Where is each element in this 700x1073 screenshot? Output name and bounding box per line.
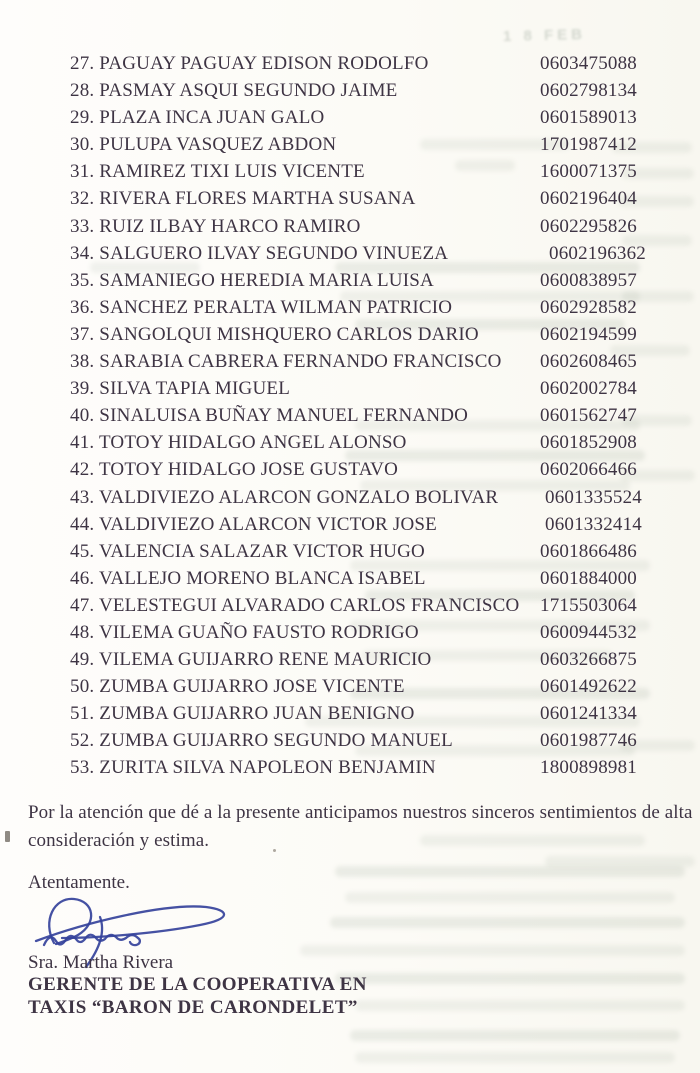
member-roster: [0, 50, 700, 782]
roster-row: [0, 646, 700, 673]
entry-number-and-name: 52. ZUMBA GUIJARRO SEGUNDO MANUEL: [70, 730, 453, 752]
entry-number-and-name: 36. SANCHEZ PERALTA WILMAN PATRICIO: [70, 296, 453, 318]
roster-row: [0, 131, 700, 158]
entry-number-and-name: 27. PAGUAY PAGUAY EDISON RODOLFO: [70, 53, 429, 74]
bleed-through-line: [355, 1052, 675, 1063]
entry-id-number: 0601987746: [540, 730, 637, 752]
scan-speck: [5, 831, 10, 842]
entry-id-number: 0601866486: [540, 540, 637, 562]
roster-row: [0, 565, 700, 592]
entry-number-and-name: 46. VALLEJO MORENO BLANCA ISABEL: [70, 567, 426, 589]
entry-id-number: 0601335524: [545, 486, 642, 508]
roster-row: [0, 727, 700, 754]
closing-paragraph: Por la atención que dé a la presente anticipamos nuestros sinceros sentimientos de alta consideración y estima.: [28, 802, 693, 851]
entry-id-number: 0601492622: [540, 676, 637, 698]
roster-row: [0, 700, 700, 727]
entry-number-and-name: 28. PASMAY ASQUI SEGUNDO JAIME: [70, 80, 398, 102]
bleed-through-line: [345, 892, 675, 903]
entry-id-number: 0601589013: [540, 107, 637, 129]
roster-row: [0, 348, 700, 375]
roster-row: [0, 77, 700, 104]
entry-id-number: 0602928582: [540, 296, 637, 318]
roster-row: [0, 267, 700, 294]
entry-number-and-name: 44. VALDIVIEZO ALARCON VICTOR JOSE: [70, 513, 437, 535]
entry-number-and-name: 45. VALENCIA SALAZAR VICTOR HUGO: [70, 540, 425, 562]
roster-row: [0, 754, 700, 781]
bleed-through-line: [335, 866, 685, 877]
roster-row: [0, 673, 700, 700]
salutation: Atentamente.: [28, 872, 130, 893]
entry-id-number: 0600838957: [540, 269, 637, 291]
roster-row: [0, 104, 700, 131]
entry-number-and-name: 40. SINALUISA BUÑAY MANUEL FERNANDO: [70, 405, 469, 427]
entry-number-and-name: 39. SILVA TAPIA MIGUEL: [70, 378, 291, 400]
entry-number-and-name: 37. SANGOLQUI MISHQUERO CARLOS DARIO: [70, 323, 479, 345]
roster-row: [0, 484, 700, 511]
entry-id-number: 0601884000: [540, 567, 637, 589]
entry-id-number: 0601852908: [540, 432, 637, 454]
entry-number-and-name: 32. RIVERA FLORES MARTHA SUSANA: [70, 188, 416, 210]
entry-id-number: 0602798134: [540, 80, 637, 102]
entry-id-number: 0601241334: [540, 703, 637, 725]
roster-row: [0, 592, 700, 619]
roster-row: [0, 619, 700, 646]
entry-id-number: 0602194599: [540, 323, 637, 345]
entry-number-and-name: 49. VILEMA GUIJARRO RENE MAURICIO: [70, 649, 432, 671]
entry-id-number: 0602608465: [540, 351, 637, 373]
roster-row: [0, 158, 700, 185]
signer-title-line1: GERENTE DE LA COOPERATIVA EN: [28, 974, 367, 996]
entry-id-number: 0600944532: [540, 621, 637, 643]
faint-date-stamp: 1 8 FEB: [502, 25, 587, 46]
entry-id-number: 0602295826: [540, 215, 637, 237]
bleed-through-line: [355, 1000, 685, 1011]
entry-id-number: 0603475088: [540, 53, 637, 74]
roster-row: [0, 511, 700, 538]
roster-row: [0, 240, 700, 267]
entry-number-and-name: 42. TOTOY HIDALGO JOSE GUSTAVO: [70, 459, 399, 481]
entry-number-and-name: 51. ZUMBA GUIJARRO JUAN BENIGNO: [70, 703, 415, 725]
signer-title-line2: TAXIS “BARON DE CARONDELET”: [28, 996, 358, 1018]
entry-id-number: 1715503064: [540, 594, 637, 616]
entry-number-and-name: 50. ZUMBA GUIJARRO JOSE VICENTE: [70, 676, 405, 698]
roster-row: [0, 185, 700, 212]
entry-number-and-name: 43. VALDIVIEZO ALARCON GONZALO BOLIVAR: [70, 486, 499, 508]
entry-number-and-name: 41. TOTOY HIDALGO ANGEL ALONSO: [70, 432, 407, 454]
entry-id-number: 0602002784: [540, 378, 637, 400]
signer-name: Sra. Martha Rivera: [28, 952, 174, 973]
entry-number-and-name: 31. RAMIREZ TIXI LUIS VICENTE: [70, 161, 365, 183]
entry-id-number: 0602196404: [540, 188, 637, 210]
roster-row: [0, 456, 700, 483]
bleed-through-line: [330, 917, 685, 928]
bleed-through-line: [350, 1030, 680, 1041]
entry-id-number: 0602196362: [549, 242, 646, 264]
entry-id-number: 1600071375: [540, 161, 637, 183]
entry-number-and-name: 29. PLAZA INCA JUAN GALO: [70, 107, 325, 129]
roster-row: [0, 213, 700, 240]
roster-row: [0, 402, 700, 429]
signature-block: [28, 952, 367, 1019]
roster-row: [0, 321, 700, 348]
roster-row: [0, 50, 700, 77]
entry-id-number: 1800898981: [540, 757, 637, 779]
bleed-through-line: [335, 973, 685, 984]
entry-id-number: 1701987412: [540, 134, 637, 156]
entry-number-and-name: 33. RUIZ ILBAY HARCO RAMIRO: [70, 215, 361, 237]
roster-row: [0, 294, 700, 321]
entry-id-number: 0603266875: [540, 649, 637, 671]
entry-id-number: 0602066466: [540, 459, 637, 481]
roster-row: [0, 375, 700, 402]
entry-number-and-name: 53. ZURITA SILVA NAPOLEON BENJAMIN: [70, 757, 436, 779]
entry-number-and-name: 35. SAMANIEGO HEREDIA MARIA LUISA: [70, 269, 434, 291]
entry-number-and-name: 47. VELESTEGUI ALVARADO CARLOS FRANCISCO: [70, 594, 520, 616]
entry-id-number: 0601562747: [540, 405, 637, 427]
entry-id-number: 0601332414: [545, 513, 642, 535]
entry-number-and-name: 30. PULUPA VASQUEZ ABDON: [70, 134, 337, 156]
entry-number-and-name: 48. VILEMA GUAÑO FAUSTO RODRIGO: [70, 621, 419, 643]
roster-row: [0, 429, 700, 456]
entry-number-and-name: 34. SALGUERO ILVAY SEGUNDO VINUEZA: [70, 242, 449, 264]
entry-number-and-name: 38. SARABIA CABRERA FERNANDO FRANCISCO: [70, 351, 502, 373]
roster-row: [0, 538, 700, 565]
